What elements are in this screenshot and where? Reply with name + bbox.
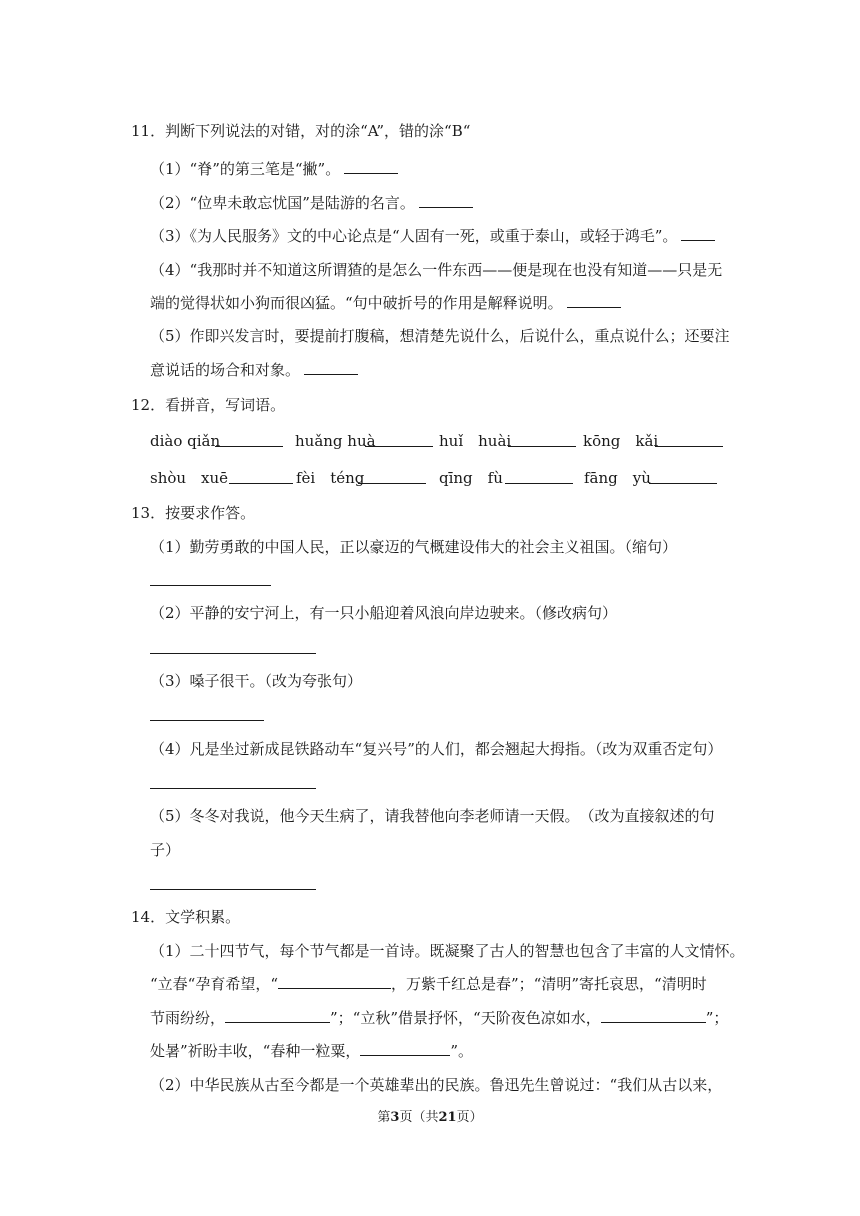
answer-line[interactable] [150, 788, 316, 789]
pinyin-label: huǐ huài [439, 432, 512, 450]
pinyin-answer-blank[interactable] [655, 446, 723, 447]
pinyin-label: shòu xuē [150, 469, 229, 487]
page-footer: 第3页（共21页） [377, 1110, 483, 1125]
pinyin-row-1 [150, 431, 750, 451]
q13-item-4: （4）凡是坐过新成昆铁路动车“复兴号”的人们，都会翘起大拇指。（改为双重否定句） [150, 740, 723, 758]
q14-p1-line2: “立春“孕育希望，“ ，万紫千红总是春”；“清明”寄托哀思，“清明时 [150, 975, 707, 993]
pinyin-answer-blank[interactable] [505, 483, 573, 484]
q11-item-3: （3）《为人民服务》文的中心论点是“人固有一死，或重于泰山，或轻于鸿毛”。 [150, 226, 715, 246]
q11-item-2: （2）“位卑未敢忘忧国”是陆游的名言。 [150, 193, 473, 213]
q11-title: 11．判断下列说法的对错，对的涂“A”，错的涂“B“ [131, 122, 471, 140]
answer-line[interactable] [150, 653, 316, 654]
q14-title: 14．文学积累。 [131, 908, 241, 926]
answer-line[interactable] [150, 889, 316, 890]
pinyin-answer-blank[interactable] [229, 483, 293, 484]
pinyin-answer-blank[interactable] [365, 446, 433, 447]
pinyin-answer-blank[interactable] [358, 483, 426, 484]
q13-title: 13．按要求作答。 [131, 504, 256, 522]
answer-blank[interactable] [344, 159, 398, 174]
q13-item-2: （2）平静的安宁河上，有一只小船迎着风浪向岸边驶来。（修改病句） [150, 604, 618, 622]
answer-blank[interactable] [681, 226, 715, 241]
q11-item-5-line1: （5）作即兴发言时，要提前打腹稿，想清楚先说什么，后说什么，重点说什么；还要注 [150, 327, 730, 345]
answer-blank[interactable] [225, 1008, 330, 1023]
answer-blank[interactable] [601, 1008, 706, 1023]
page-total: 21 [438, 1110, 457, 1125]
page-number: 3 [390, 1110, 400, 1125]
q14-p2-line1: （2）中华民族从古至今都是一个英雄辈出的民族。鲁迅先生曾说过：“我们从古以来， [150, 1076, 723, 1094]
pinyin-answer-blank[interactable] [508, 446, 576, 447]
pinyin-label: qīng fù [439, 469, 503, 487]
answer-line[interactable] [150, 720, 264, 721]
pinyin-label: kōng kǎi [583, 432, 659, 450]
answer-blank[interactable] [304, 360, 358, 375]
pinyin-answer-blank[interactable] [649, 483, 717, 484]
q13-item-5-line2: 子） [150, 841, 181, 859]
q14-p1-line4: 处暑”祈盼丰收，“春种一粒粟， ”。 [150, 1042, 474, 1060]
answer-blank[interactable] [567, 293, 621, 308]
answer-blank[interactable] [360, 1041, 450, 1056]
q11-item-4-line1: （4）“我那时并不知道这所谓猹的是怎么一件东西——便是现在也没有知道——只是无 [150, 261, 723, 279]
pinyin-label: diào qiǎn [150, 432, 221, 450]
answer-blank[interactable] [278, 974, 391, 989]
answer-line[interactable] [150, 585, 271, 586]
q11-item-4-line2: 端的觉得状如小狗而很凶猛。“句中破折号的作用是解释说明。 [150, 293, 621, 313]
q13-item-5-line1: （5）冬冬对我说，他今天生病了，请我替他向李老师请一天假。 （改为直接叙述的句 [150, 807, 715, 825]
q11-item-5-line2: 意说话的场合和对象。 [150, 360, 358, 380]
pinyin-answer-blank[interactable] [215, 446, 283, 447]
pinyin-label: fèi téng [296, 469, 365, 487]
answer-blank[interactable] [419, 193, 473, 208]
q14-p1-line1: （1）二十四节气，每个节气都是一首诗。既凝聚了古人的智慧也包含了丰富的人文情怀。 [150, 942, 745, 960]
pinyin-row-2 [150, 468, 750, 488]
q14-p1-line3: 节雨纷纷， ”；“立秋”借景抒怀，“天阶夜色凉如水， ”； [150, 1009, 729, 1027]
pinyin-label: fāng yù [584, 469, 651, 487]
q13-item-3: （3）嗓子很干。（改为夸张句） [150, 672, 363, 690]
q13-item-1: （1）勤劳勇敢的中国人民，正以豪迈的气概建设伟大的社会主义祖国。（缩句） [150, 538, 678, 556]
q12-title: 12．看拼音，写词语。 [131, 396, 286, 414]
pinyin-label: huǎng huà [295, 432, 376, 450]
q11-item-1: （1）“脊”的第三笔是“撇”。 [150, 159, 398, 179]
